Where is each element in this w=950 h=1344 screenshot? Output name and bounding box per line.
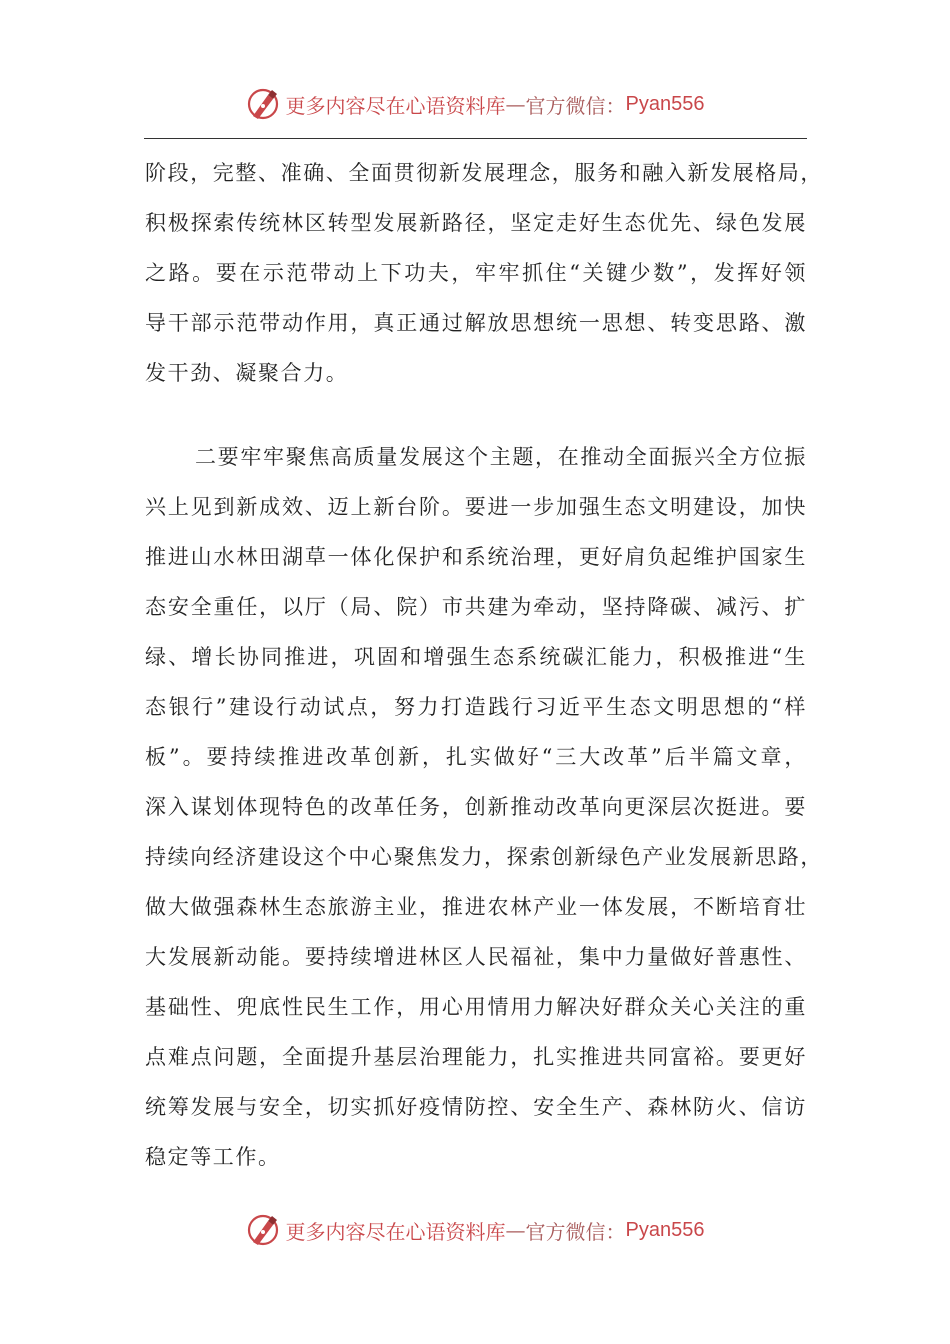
paragraph-line: 导干部示范带动作用，真正通过解放思想统一思想、转变思路、激 <box>145 311 807 335</box>
header-wechat-id: Pyan556 <box>625 92 705 115</box>
header-site-text: 更多内容尽在心语资料库 <box>285 93 506 118</box>
header-banner <box>0 84 950 124</box>
paragraph-line: 发干劲、凝聚合力。 <box>145 361 349 385</box>
paragraph-line: 稳定等工作。 <box>145 1145 281 1169</box>
footer-site-text: 更多内容尽在心语资料库 <box>285 1219 506 1244</box>
paragraph-line: 统筹发展与安全，切实抓好疫情防控、安全生产、森林防火、信访 <box>145 1095 807 1119</box>
paragraph-line: 深入谋划体现特色的改革任务，创新推动改革向更深层次挺进。要 <box>145 795 807 819</box>
pen-nib-circle-icon <box>246 86 282 122</box>
paragraph-line: 点难点问题，全面提升基层治理能力，扎实推进共同富裕。要更好 <box>145 1045 807 1069</box>
paragraph-line: 二要牢牢聚焦高质量发展这个主题，在推动全面振兴全方位振 <box>195 445 807 469</box>
footer-banner <box>0 1210 950 1250</box>
pen-nib-circle-icon <box>246 1212 282 1248</box>
paragraph-line: 做大做强森林生态旅游主业，推进农林产业一体发展，不断培育壮 <box>145 895 807 919</box>
paragraph-1 <box>145 148 823 398</box>
paragraph-2 <box>145 432 823 1182</box>
footer-wechat-label: 官方微信： <box>525 1219 626 1244</box>
paragraph-line: 之路。要在示范带动上下功夫，牢牢抓住“关键少数”，发挥好领 <box>145 261 807 285</box>
paragraph-line: 基础性、兜底性民生工作，用心用情用力解决好群众关心关注的重 <box>145 995 807 1019</box>
paragraph-line: 板”。要持续推进改革创新，扎实做好“三大改革”后半篇文章， <box>145 745 807 769</box>
paragraph-line: 阶段，完整、准确、全面贯彻新发展理念，服务和融入新发展格局， <box>145 161 823 185</box>
paragraph-line: 态安全重任，以厅（局、院）市共建为牵动，坚持降碳、减污、扩 <box>145 595 807 619</box>
paragraph-line: 大发展新动能。要持续增进林区人民福祉，集中力量做好普惠性、 <box>145 945 807 969</box>
paragraph-line: 绿、增长协同推进，巩固和增强生态系统碳汇能力，积极推进“生 <box>145 645 807 669</box>
paragraph-line: 积极探索传统林区转型发展新路径，坚定走好生态优先、绿色发展 <box>145 211 807 235</box>
footer-dash: — <box>505 1218 526 1242</box>
paragraph-line: 持续向经济建设这个中心聚焦发力，探索创新绿色产业发展新思路， <box>145 845 823 869</box>
footer-wechat-id: Pyan556 <box>625 1218 705 1241</box>
paragraph-line: 推进山水林田湖草一体化保护和系统治理，更好肩负起维护国家生 <box>145 545 807 569</box>
header-wechat-label: 官方微信： <box>525 93 626 118</box>
paragraph-line: 兴上见到新成效、迈上新台阶。要进一步加强生态文明建设，加快 <box>145 495 807 519</box>
paragraph-line: 态银行”建设行动试点，努力打造践行习近平生态文明思想的“样 <box>145 695 807 719</box>
header-dash: — <box>505 92 526 116</box>
header-divider <box>144 138 807 139</box>
